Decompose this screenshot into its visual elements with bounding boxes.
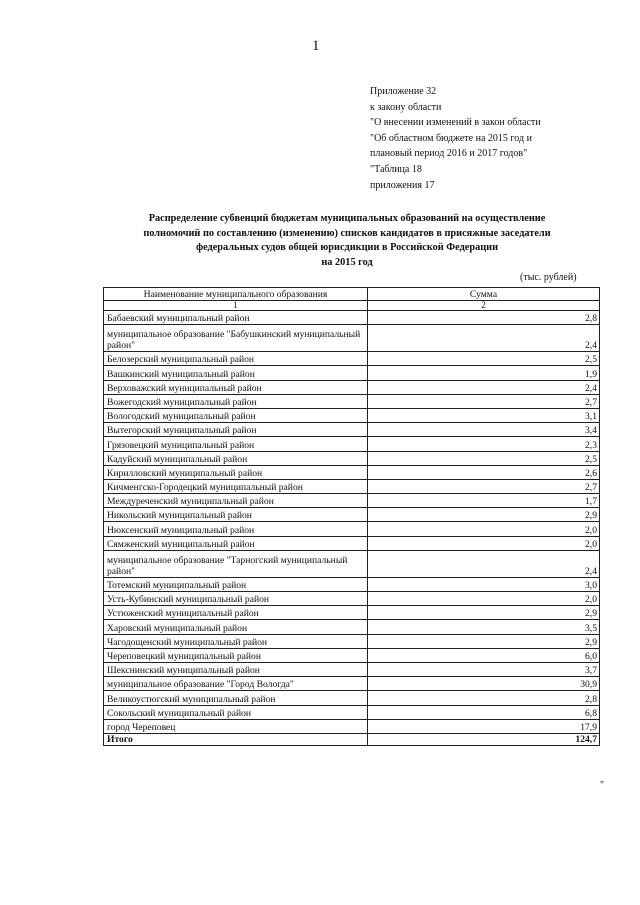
document-title xyxy=(112,212,582,270)
table-row xyxy=(104,325,600,352)
municipality-name: Сямженский муниципальный район xyxy=(104,536,368,550)
table-row xyxy=(104,394,600,408)
municipality-name: Вытегорский муниципальный район xyxy=(104,423,368,437)
table-row xyxy=(104,606,600,620)
municipality-name: Грязовецкий муниципальный район xyxy=(104,437,368,451)
amount-value: 2,5 xyxy=(368,352,600,366)
table-row xyxy=(104,705,600,719)
table-row xyxy=(104,408,600,422)
subsidy-table xyxy=(103,287,600,746)
table-row xyxy=(104,311,600,325)
table-row xyxy=(104,494,600,508)
table-row xyxy=(104,380,600,394)
amount-value: 3,5 xyxy=(368,620,600,634)
municipality-name: Устюженский муниципальный район xyxy=(104,606,368,620)
municipality-name: Верховажский муниципальный район xyxy=(104,380,368,394)
appendix-line: Приложение 32 xyxy=(370,86,437,97)
amount-value: 2,7 xyxy=(368,394,600,408)
municipality-name: Никольский муниципальный район xyxy=(104,508,368,522)
municipality-name: Череповецкий муниципальный район xyxy=(104,648,368,662)
amount-value: 17,9 xyxy=(368,719,600,733)
amount-value: 2,6 xyxy=(368,465,600,479)
table-row xyxy=(104,508,600,522)
amount-value: 2,7 xyxy=(368,479,600,493)
appendix-line: к закону области xyxy=(370,101,442,113)
municipality-name: Харовский муниципальный район xyxy=(104,620,368,634)
table-row xyxy=(104,648,600,662)
amount-value: 1,7 xyxy=(368,494,600,508)
municipality-name: муниципальное образование "Тарногский муниципальный район" xyxy=(104,550,368,577)
appendix-line: "Об областном бюджете на 2015 год и xyxy=(370,132,532,144)
municipality-name: Вожегодский муниципальный район xyxy=(104,394,368,408)
table-row xyxy=(104,465,600,479)
table-row xyxy=(104,536,600,550)
amount-value: 2,4 xyxy=(368,325,600,352)
table-row xyxy=(104,352,600,366)
municipality-name: Вологодский муниципальный район xyxy=(104,408,368,422)
amount-value: 2,0 xyxy=(368,522,600,536)
appendix-line: "О внесении изменений в закон области xyxy=(370,117,541,129)
total-label: Итого xyxy=(104,733,368,745)
table-row xyxy=(104,620,600,634)
amount-value: 3,4 xyxy=(368,423,600,437)
table-row xyxy=(104,691,600,705)
amount-value: 3,0 xyxy=(368,577,600,591)
amount-value: 3,1 xyxy=(368,408,600,422)
municipality-name: Кадуйский муниципальный район xyxy=(104,451,368,465)
header-sum: Сумма xyxy=(368,288,600,301)
column-number-row xyxy=(104,301,600,311)
total-row xyxy=(104,733,600,745)
title-line: федеральных судов общей юрисдикции в Российской Федерации xyxy=(195,242,499,253)
table-row xyxy=(104,479,600,493)
column-number: 2 xyxy=(368,301,600,311)
amount-value: 30,9 xyxy=(368,677,600,691)
table-header-row xyxy=(104,288,600,301)
municipality-name: Вашкинский муниципальный район xyxy=(104,366,368,380)
table-row xyxy=(104,451,600,465)
amount-value: 3,7 xyxy=(368,662,600,676)
municipality-name: Сокольский муниципальный район xyxy=(104,705,368,719)
municipality-name: город Череповец xyxy=(104,719,368,733)
table-row xyxy=(104,423,600,437)
table-row xyxy=(104,550,600,577)
total-value: 124,7 xyxy=(368,733,600,745)
amount-value: 2,0 xyxy=(368,536,600,550)
amount-value: 2,3 xyxy=(368,437,600,451)
amount-value: 2,0 xyxy=(368,592,600,606)
title-line: на 2015 год xyxy=(321,256,373,268)
municipality-name: Усть-Кубинский муниципальный район xyxy=(104,592,368,606)
header-name: Наименование муниципального образования xyxy=(104,288,368,301)
appendix-line: "Таблица 18 xyxy=(370,163,422,175)
table-row xyxy=(104,366,600,380)
municipality-name: Междуреченский муниципальный район xyxy=(104,494,368,508)
municipality-name: Белозерский муниципальный район xyxy=(104,352,368,366)
municipality-name: Великоустюгский муниципальный район xyxy=(104,691,368,705)
appendix-block xyxy=(370,84,541,193)
table-row xyxy=(104,577,600,591)
column-number: 1 xyxy=(104,301,368,311)
municipality-name: Бабаевский муниципальный район xyxy=(104,311,368,325)
units-label: (тыс. рублей) xyxy=(520,272,577,283)
amount-value: 2,4 xyxy=(368,380,600,394)
table-row xyxy=(104,634,600,648)
amount-value: 2,5 xyxy=(368,451,600,465)
closing-quote: " xyxy=(600,780,605,791)
amount-value: 1,9 xyxy=(368,366,600,380)
municipality-name: Кирилловский муниципальный район xyxy=(104,465,368,479)
municipality-name: Чагодощенский муниципальный район xyxy=(104,634,368,648)
amount-value: 2,9 xyxy=(368,508,600,522)
table-row xyxy=(104,719,600,733)
municipality-name: Шекснинский муниципальный район xyxy=(104,662,368,676)
title-line: полномочий по составлению (изменению) списков кандидатов в присяжные заседатели xyxy=(143,227,551,239)
table-row xyxy=(104,437,600,451)
municipality-name: Нюксенский муниципальный район xyxy=(104,522,368,536)
table-row xyxy=(104,592,600,606)
municipality-name: муниципальное образование "Бабушкинский муниципальный район" xyxy=(104,325,368,352)
title-line: Распределение субвенций бюджетам муниципальных образований на осуществление xyxy=(148,213,546,224)
table-row xyxy=(104,522,600,536)
municipality-name: Кичменгско-Городецкий муниципальный район xyxy=(104,479,368,493)
page-number: 1 xyxy=(312,38,320,54)
table-row xyxy=(104,662,600,676)
amount-value: 2,9 xyxy=(368,634,600,648)
municipality-name: муниципальное образование "Город Вологда" xyxy=(104,677,368,691)
amount-value: 2,9 xyxy=(368,606,600,620)
amount-value: 6,8 xyxy=(368,705,600,719)
amount-value: 6,0 xyxy=(368,648,600,662)
table-row xyxy=(104,677,600,691)
appendix-line: плановый период 2016 и 2017 годов" xyxy=(370,148,528,160)
appendix-line: приложения 17 xyxy=(370,179,435,191)
amount-value: 2,8 xyxy=(368,691,600,705)
amount-value: 2,4 xyxy=(368,550,600,577)
municipality-name: Тотемский муниципальный район xyxy=(104,577,368,591)
amount-value: 2,8 xyxy=(368,311,600,325)
